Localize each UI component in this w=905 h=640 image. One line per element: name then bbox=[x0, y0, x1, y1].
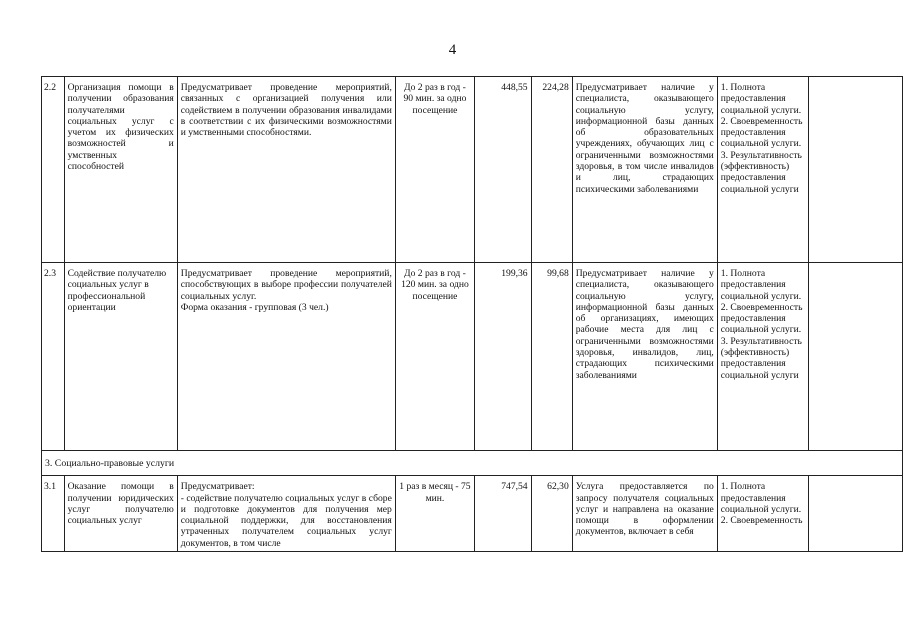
service-name: Оказание помощи в получении юридических услуг получателю социальных услуг bbox=[64, 476, 177, 552]
description-text: - содействие получателю социальных услуг в сборе и подготовке документов для получения мер социальной поддержки, для восстановления утраченных получателем социальных услуг документов, в том числе bbox=[180, 492, 392, 549]
section-title: 3. Социально-правовые услуги bbox=[42, 451, 903, 476]
row-number: 2.2 bbox=[42, 77, 65, 263]
criterion: 2. Своевременность bbox=[720, 515, 803, 527]
empty-cell bbox=[809, 476, 903, 552]
quality-criteria bbox=[717, 476, 809, 552]
rate-value: 99,68 bbox=[531, 263, 572, 451]
tariff-value: 199,36 bbox=[475, 263, 532, 451]
criterion: 3. Результативность (эффективность) предоставления социальной услуги bbox=[720, 149, 802, 195]
empty-cell bbox=[809, 263, 903, 451]
service-description: Предусматривает проведение мероприятий, связанных с организацией получения или содействием в получении образования инвалидами в соответствии с их физическими возможностями и умственными способностями. bbox=[177, 77, 395, 263]
criterion: 1. Полнота предоставления социальной услуги. bbox=[720, 82, 802, 116]
criterion: 2. Своевременность предоставления социальной услуги. bbox=[720, 115, 803, 150]
criterion: 3. Результативность (эффективность) предоставления социальной услуги bbox=[720, 335, 802, 381]
service-frequency: До 2 раз в год - 120 мин. за одно посещение bbox=[395, 263, 474, 451]
criterion: 1. Полнота предоставления социальной услуги. bbox=[720, 481, 802, 515]
description-form: Форма оказания - групповая (3 чел.) bbox=[180, 301, 329, 313]
service-name: Содействие получателю социальных услуг в профессиональной ориентации bbox=[64, 263, 177, 451]
row-number: 2.3 bbox=[42, 263, 65, 451]
services-table bbox=[41, 76, 903, 552]
table-row bbox=[42, 77, 903, 263]
service-conditions: Услуга предоставляется по запросу получателя социальных услуг и направлена на оказание помощи в оформлении документов, включает в себя bbox=[572, 476, 717, 552]
quality-criteria bbox=[717, 77, 809, 263]
row-number: 3.1 bbox=[42, 476, 65, 552]
service-frequency: До 2 раз в год - 90 мин. за одно посещение bbox=[395, 77, 474, 263]
table-row bbox=[42, 476, 903, 552]
description-text: Предусматривает проведение мероприятий, способствующих в выборе профессии получателей социальных услуг. bbox=[180, 268, 392, 302]
service-frequency: 1 раз в месяц - 75 мин. bbox=[395, 476, 474, 552]
service-name: Организация помощи в получении образования получателями социальных услуг с учетом их физических возможностей и умственных способностей bbox=[64, 77, 177, 263]
service-conditions: Предусматривает наличие у специалиста, оказывающего социальную услугу, информационной базы данных об организациях, имеющих рабочие места для лиц с ограниченными возможностями здоровья, инвалидов, лиц, страдающих психическими заболеваниями bbox=[572, 263, 717, 451]
service-conditions: Предусматривает наличие у специалиста, оказывающего социальную услугу, информационной базы данных об образовательных учреждениях, обучающих лиц с ограниченными возможностями здоровья, в том числе инвалидов и лиц, страдающих психическими заболеваниями bbox=[572, 77, 717, 263]
section-row bbox=[42, 451, 903, 476]
rate-value: 224,28 bbox=[531, 77, 572, 263]
tariff-value: 448,55 bbox=[475, 77, 532, 263]
service-description bbox=[177, 263, 395, 451]
table-row bbox=[42, 263, 903, 451]
rate-value: 62,30 bbox=[531, 476, 572, 552]
empty-cell bbox=[809, 77, 903, 263]
criterion: 1. Полнота предоставления социальной услуги. bbox=[720, 268, 802, 302]
criterion: 2. Своевременность предоставления социальной услуги. bbox=[720, 301, 803, 336]
tariff-value: 747,54 bbox=[475, 476, 532, 552]
description-head: Предусматривает: bbox=[180, 481, 255, 493]
page-number: 4 bbox=[448, 42, 457, 58]
service-description bbox=[177, 476, 395, 552]
quality-criteria bbox=[717, 263, 809, 451]
